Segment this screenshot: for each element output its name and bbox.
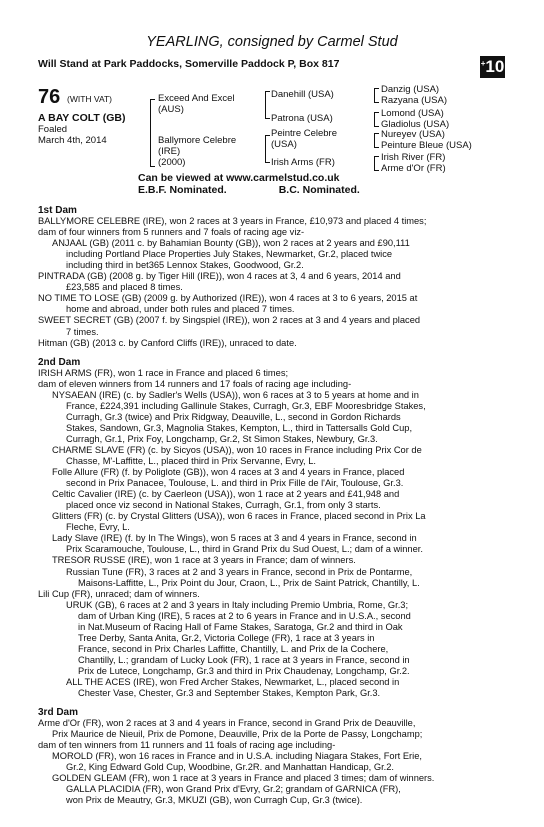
record-line: MOROLD (FR), won 16 races in France and in U.S.A. including Niagara Stakes, Fort Erie, xyxy=(52,751,422,762)
page-title: YEARLING, consigned by Carmel Stud xyxy=(146,34,398,50)
record-line: Tree Derby, Santa Anita, Gr.2, Victoria College (FR), 1 race at 3 years in xyxy=(78,632,375,643)
record-line: Hitman (GB) (2013 c. by Canford Cliffs (IRE)), unraced to date. xyxy=(38,337,297,348)
ancestor: Gladiolus (USA) xyxy=(381,119,450,130)
record-line: PINTRADA (GB) (2008 g. by Tiger Hill (IRE)), won 4 races at 3, 4 and 6 years, 2014 and xyxy=(38,271,401,282)
record-line: dam of Urban King (IRE), 5 races at 2 to 6 years in France and in U.S.A., second xyxy=(78,610,411,621)
foaled-date: March 4th, 2014 xyxy=(38,135,107,146)
lot-badge: +10 xyxy=(480,57,505,76)
record-line: Curragh, Gr.3 (twice) and Prix Ridgway, Deauville, L., second in Gordon Richards xyxy=(66,411,401,422)
bc-note: B.C. Nominated. xyxy=(278,184,360,196)
section-heading: 1st Dam xyxy=(38,205,77,216)
record-line: Prix Scaramouche, Toulouse, L., third in Grand Prix du Sud Ouest, L.; dam of a winner. xyxy=(66,544,423,555)
record-line: Gr.2, King Edward Gold Cup, Woodbine, Gr.2R. and Manhattan Handicap, Gr.2. xyxy=(66,762,394,773)
record-line: Chasse, M'-Laffitte, L., placed third in Prix Servanne, Evry, L. xyxy=(66,456,316,467)
record-line: second in Prix Panacee, Toulouse, L. and third in Prix Fille de l'Air, Toulouse, Gr.3. xyxy=(66,478,404,489)
record-line: dam of ten winners from 11 runners and 11 foals of racing age including- xyxy=(38,740,336,751)
section-heading: 2nd Dam xyxy=(38,356,81,368)
record-line: France, £224,391 including Gallinule Stakes, Curragh, Gr.3, EBF Mooresbridge Stakes, xyxy=(66,400,426,411)
sire-sire: Danehill (USA) xyxy=(271,89,334,100)
dam-sire: Peintre Celebre xyxy=(271,128,338,139)
ancestor: Arme d'Or (FR) xyxy=(381,163,446,174)
ancestor: Razyana (USA) xyxy=(381,95,447,106)
sire-bracket xyxy=(265,91,270,119)
record-line: Prix Maurice de Nieuil, Prix de Pomone, Deauville, Prix de la Porte de Passy, Longchamp; xyxy=(52,729,423,740)
record-line: France, second in Prix Charles Laffitte, Chantilly, L. and Prix de la Cochere, xyxy=(78,643,389,654)
record-line: GALLA PLACIDIA (FR), won Grand Prix d'Evry, Gr.2; grandam of GARNICA (FR), xyxy=(66,784,401,795)
record-line: home and abroad, under both rules and placed 7 times. xyxy=(66,304,295,315)
sire-dam: Patrona (USA) xyxy=(271,113,333,124)
ancestor: Lomond (USA) xyxy=(381,108,444,119)
record-line: 7 times. xyxy=(66,326,99,337)
record-line: Glitters (FR) (c. by Crystal Glitters (USA)), won 6 races in France, placed second in Prix La xyxy=(52,511,426,522)
record-line: Lady Slave (IRE) (f. by In The Wings), won 5 races at 3 and 4 years in France, second in xyxy=(52,533,417,544)
dam-name: Ballymore Celebre xyxy=(158,135,237,146)
ancestor: Irish River (FR) xyxy=(381,152,446,163)
bracket xyxy=(374,156,379,171)
record-line: Lili Cup (FR), unraced; dam of winners. xyxy=(38,588,200,599)
record-line: BALLYMORE CELEBRE (IRE), won 2 races at 3 years in France, £10,973 and placed 4 times; xyxy=(38,216,427,227)
record-line: CHARME SLAVE (FR) (c. by Sicyos (USA)), won 10 races in France including Prix Cor de xyxy=(52,444,422,455)
bracket xyxy=(374,88,379,103)
record-line: Chantilly, L.; grandam of Lucky Look (FR), 1 race at 3 years in France, second in xyxy=(78,654,410,665)
ancestor: Peinture Bleue (USA) xyxy=(381,140,472,151)
record-line: URUK (GB), 6 races at 2 and 3 years in Italy including Premio Umbria, Rome, Gr.3; xyxy=(66,599,409,610)
record-line: Curragh, Gr.1, Prix Foy, Longchamp, Gr.2, St Simon Stakes, Newbury, Gr.3. xyxy=(66,433,378,444)
foaled-label: Foaled xyxy=(38,124,68,135)
viewing-note xyxy=(138,172,360,196)
record-line: Russian Tune (FR), 3 races at 2 and 3 years in France, second in Prix de Pontarme, xyxy=(66,566,413,577)
record-line: in Nat.Museum of Racing Hall of Fame Stakes, Saratoga, Gr.2 and third in Oak xyxy=(78,621,403,632)
record-line: ALL THE ACES (IRE), won Fred Archer Stakes, Newmarket, L., placed second in xyxy=(66,676,400,687)
record-line: Celtic Cavalier (IRE) (c. by Caerleon (USA)), won 1 race at 2 years and £41,948 and xyxy=(52,489,400,500)
record-line: Chester Vase, Chester, Gr.3 and September Stakes, Kempton Park, Gr.3. xyxy=(78,688,381,699)
record-line: TRESOR RUSSE (IRE), won 1 race at 3 years in France; dam of winners. xyxy=(52,555,356,566)
record-line: Prix de Lutece, Longchamp, Gr.3 and third in Prix Chaudenay, Longchamp, Gr.2. xyxy=(78,665,410,676)
stand-location: Will Stand at Park Paddocks, Somerville Paddock P, Box 817 xyxy=(38,58,340,70)
record-line: NO TIME TO LOSE (GB) (2009 g. by Authorized (IRE)), won 4 races at 3 to 6 years, 2015 at xyxy=(38,293,418,304)
record-line: NYSAEAN (IRE) (c. by Sadler's Wells (USA)), won 6 races at 3 to 5 years at home and in xyxy=(52,389,419,400)
record-line: Fleche, Evry, L. xyxy=(66,522,130,533)
sire-country: (AUS) xyxy=(158,104,184,115)
record-line: including Portland Place Properties July Stakes, Newmarket, Gr.2, placed twice xyxy=(66,249,393,260)
bracket xyxy=(374,133,379,148)
record-line: won Prix de Meautry, Gr.3, MKUZI (GB), won Curragh Cup, Gr.3 (twice). xyxy=(66,795,363,806)
dam-year: (2000) xyxy=(158,157,186,168)
record-line: IRISH ARMS (FR), won 1 race in France and placed 6 times; xyxy=(38,367,289,378)
record-line: Folle Allure (FR) (f. by Poliglote (GB)), won 4 races at 3 and 4 years in France, placed xyxy=(52,467,405,478)
record-line: GOLDEN GLEAM (FR), won 1 race at 3 years in France and placed 3 times; dam of winners. xyxy=(52,773,435,784)
record-line: Stakes, Sandown, Gr.3, Magnolia Stakes, Kempton, L., third in Tattersalls Gold Cup, xyxy=(66,422,413,433)
horse-description: A BAY COLT (GB) xyxy=(38,112,126,124)
produce-record xyxy=(38,205,508,806)
record-line: Arme d'Or (FR), won 2 races at 3 and 4 years in France, second in Grand Prix de Deauville, xyxy=(38,718,416,729)
record-line: placed once viz second in National Stakes, Curragh, Gr.1, from only 3 starts. xyxy=(66,500,381,511)
record-line: dam of four winners from 5 runners and 7 foals of racing age viz- xyxy=(38,227,305,238)
pedigree-bracket xyxy=(150,99,155,167)
viewing-url: Can be viewed at www.carmelstud.co.uk xyxy=(138,172,340,184)
lot-number: 76 xyxy=(38,86,61,108)
ancestor: Nureyev (USA) xyxy=(381,129,445,140)
dam-sire-country: (USA) xyxy=(271,139,297,150)
dam-country: (IRE) xyxy=(158,146,181,157)
record-line: including third in bet365 Lennox Stakes, Goodwood, Gr.2. xyxy=(66,260,304,271)
ebf-note: E.B.F. Nominated. xyxy=(138,184,227,196)
vat-note: (WITH VAT) xyxy=(67,94,113,104)
bracket xyxy=(374,112,379,127)
record-line: £23,585 and placed 8 times. xyxy=(66,282,183,293)
record-line: ANJAAL (GB) (2011 c. by Bahamian Bounty (GB)), won 2 races at 2 years and £90,111 xyxy=(52,238,410,249)
record-line: Maisons-Laffitte, L., Prix Point du Jour, Craon, L., Prix de Saint Patrick, Chantilly, L. xyxy=(78,577,420,588)
record-line: SWEET SECRET (GB) (2007 f. by Singspiel (IRE)), won 2 races at 3 and 4 years and placed xyxy=(38,315,421,326)
record-line: dam of eleven winners from 14 runners and 17 foals of racing age including- xyxy=(38,378,352,389)
ancestor: Danzig (USA) xyxy=(381,84,440,95)
dam-bracket xyxy=(265,135,270,163)
section-heading: 3rd Dam xyxy=(38,707,79,719)
dam-dam: Irish Arms (FR) xyxy=(271,157,335,168)
sire-name: Exceed And Excel xyxy=(158,93,235,104)
